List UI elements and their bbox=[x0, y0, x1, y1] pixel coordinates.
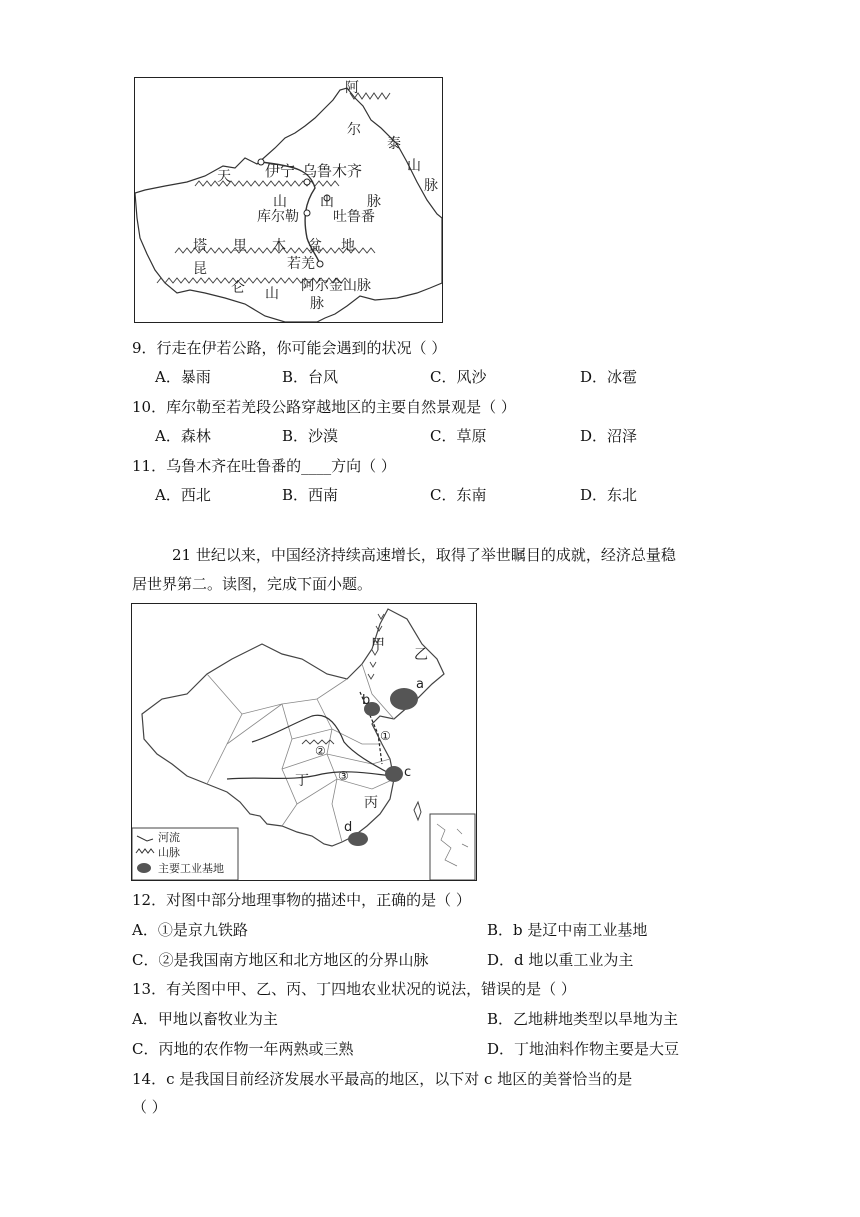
question-10-option-d[interactable]: D．沼泽 bbox=[580, 427, 638, 445]
question-11-stem: 11．乌鲁木齐在吐鲁番的____方向（ ） bbox=[132, 457, 396, 475]
question-14-tail: （ ） bbox=[132, 1098, 167, 1116]
map1-label-altun: 阿尔金山脉 bbox=[301, 278, 371, 294]
question-10-stem: 10．库尔勒至若羌段公路穿越地区的主要自然景观是（ ） bbox=[132, 398, 516, 416]
map2-label-circle-3: ③ bbox=[338, 769, 349, 783]
map1-label-shan3: 山 bbox=[320, 194, 334, 210]
question-12-option-d[interactable]: D．d 地以重工业为主 bbox=[487, 951, 634, 969]
question-9-option-d[interactable]: D．冰雹 bbox=[580, 368, 638, 386]
question-13-option-d[interactable]: D．丁地油料作物主要是大豆 bbox=[487, 1040, 680, 1058]
map1-label-korla: 库尔勒 bbox=[257, 209, 299, 225]
map1-label-mai: 脉 bbox=[424, 178, 438, 194]
map1-label-li: 里 bbox=[233, 238, 247, 254]
map2-label-ding: 丁 bbox=[295, 773, 309, 789]
map1-label-a: 阿 bbox=[345, 80, 359, 96]
question-9-option-a[interactable]: A．暴雨 bbox=[155, 368, 211, 386]
question-12-option-b[interactable]: B．b 是辽中南工业基地 bbox=[487, 921, 648, 939]
map2-label-circle-1: ① bbox=[380, 729, 391, 743]
intro-line-1: 21 世纪以来，中国经济持续高速增长，取得了举世瞩目的成就，经济总量稳 bbox=[172, 546, 676, 564]
question-11-option-a[interactable]: A．西北 bbox=[155, 486, 211, 504]
map1-label-mu: 木 bbox=[272, 238, 286, 254]
map1-label-yining: 伊宁 bbox=[265, 162, 296, 180]
legend-river-label: 河流 bbox=[158, 831, 180, 844]
map1-label-urumqi: 乌鲁木齐 bbox=[302, 162, 363, 180]
question-12-option-a[interactable]: A．①是京九铁路 bbox=[132, 921, 248, 939]
question-10-option-b[interactable]: B．沙漠 bbox=[282, 427, 339, 445]
map1-label-turpan: 吐鲁番 bbox=[333, 209, 375, 225]
question-13-option-b[interactable]: B．乙地耕地类型以旱地为主 bbox=[487, 1010, 679, 1028]
map2-label-a: a bbox=[416, 677, 424, 692]
question-13-stem: 13．有关图中甲、乙、丙、丁四地农业状况的说法，错误的是（ ） bbox=[132, 980, 576, 998]
map1-label-ta: 塔 bbox=[193, 238, 207, 254]
question-12-option-c[interactable]: C．②是我国南方地区和北方地区的分界山脉 bbox=[132, 951, 429, 969]
question-11-option-d[interactable]: D．东北 bbox=[580, 486, 638, 504]
intro-line-2: 居世界第二。读图，完成下面小题。 bbox=[132, 575, 373, 593]
xinjiang-map bbox=[134, 77, 443, 323]
china-map bbox=[131, 603, 477, 881]
map2-label-yi: 乙 bbox=[414, 647, 428, 663]
question-13-option-a[interactable]: A．甲地以畜牧业为主 bbox=[132, 1010, 278, 1028]
map1-label-mai3: 脉 bbox=[310, 296, 324, 312]
question-9-option-b[interactable]: B．台风 bbox=[282, 368, 339, 386]
map1-label-mai2: 脉 bbox=[367, 194, 381, 210]
map1-label-shan2: 山 bbox=[273, 194, 287, 210]
map1-label-tian: 天 bbox=[217, 169, 231, 185]
map1-label-ruoqiang: 若羌 bbox=[287, 256, 315, 272]
map2-label-jia: 甲 bbox=[371, 637, 385, 653]
map1-label-er: 尔 bbox=[347, 122, 361, 138]
map2-label-circle-2: ② bbox=[315, 744, 326, 758]
map2-label-b: b bbox=[362, 693, 371, 708]
map1-label-shan4: 山 bbox=[265, 286, 279, 302]
question-10-option-a[interactable]: A．森林 bbox=[155, 427, 211, 445]
map1-label-pen: 盆 bbox=[308, 238, 322, 254]
question-10-option-c[interactable]: C．草原 bbox=[430, 427, 487, 445]
map1-label-di: 地 bbox=[341, 238, 355, 254]
map1-label-shan: 山 bbox=[407, 158, 421, 174]
map2-label-c: c bbox=[404, 765, 412, 780]
map1-label-kun: 昆 bbox=[193, 261, 207, 277]
question-12-stem: 12．对图中部分地理事物的描述中，正确的是（ ） bbox=[132, 891, 471, 909]
question-11-option-b[interactable]: B．西南 bbox=[282, 486, 339, 504]
map2-label-bing: 丙 bbox=[364, 795, 378, 811]
legend-industry-label: 主要工业基地 bbox=[158, 862, 224, 875]
question-9-stem: 9．行走在伊若公路，你可能会遇到的状况（ ） bbox=[132, 339, 447, 357]
question-9-option-c[interactable]: C．风沙 bbox=[430, 368, 487, 386]
question-14-stem: 14．c 是我国目前经济发展水平最高的地区，以下对 c 地区的美誉恰当的是 bbox=[132, 1070, 633, 1088]
question-13-option-c[interactable]: C．丙地的农作物一年两熟或三熟 bbox=[132, 1040, 354, 1058]
question-11-option-c[interactable]: C．东南 bbox=[430, 486, 487, 504]
map1-label-tai: 泰 bbox=[387, 136, 401, 152]
legend-mountain-label: 山脉 bbox=[158, 846, 180, 859]
map2-label-d: d bbox=[344, 820, 353, 835]
map1-label-lun: 仑 bbox=[231, 280, 245, 296]
